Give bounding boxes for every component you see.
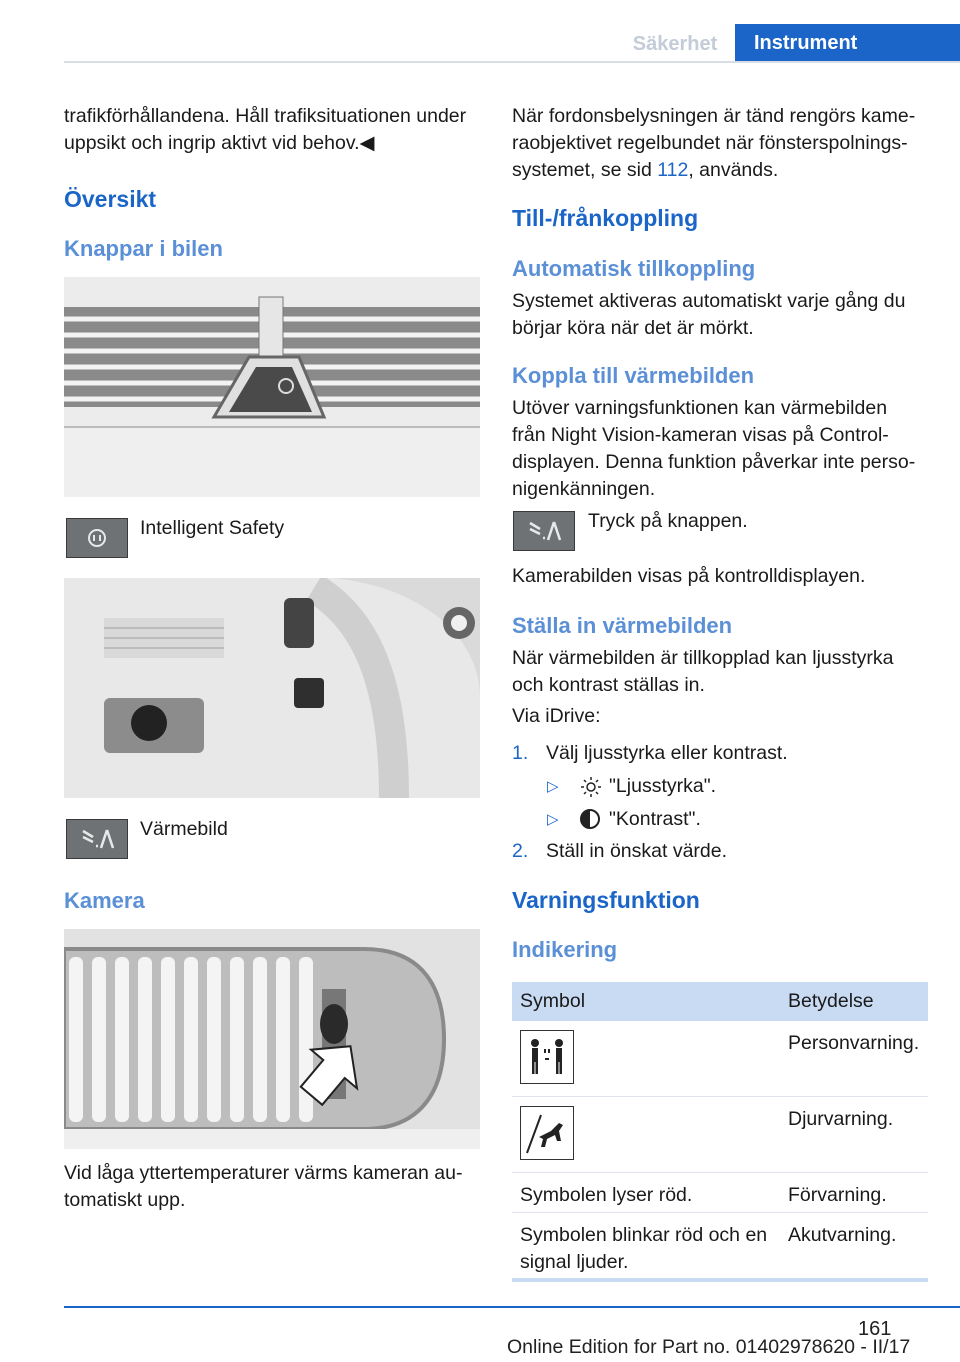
photo-grille-camera bbox=[64, 929, 480, 1149]
heading-camera: Kamera bbox=[64, 888, 145, 913]
heading-automatic-activation: Automatisk tillkoppling bbox=[512, 256, 756, 281]
intelligent-safety-icon bbox=[66, 518, 128, 558]
table-row4-symbol-line1: Symbolen blinkar röd och en bbox=[520, 1224, 768, 1246]
intro-text-line1: trafikförhållandena. Håll trafiksituationen under bbox=[64, 105, 467, 127]
bullet-triangle-icon: ▷ bbox=[547, 811, 559, 828]
header-section-tab[interactable]: Säkerhet bbox=[632, 33, 718, 55]
lens-clean-text-line1: När fordonsbelysningen är tänd rengörs kame‐ bbox=[512, 105, 916, 127]
bullet-triangle-icon: ▷ bbox=[547, 778, 559, 795]
table-row-divider bbox=[512, 1096, 928, 1097]
animal-warning-icon bbox=[520, 1106, 574, 1160]
sub-contrast-text: "Kontrast". bbox=[609, 808, 701, 830]
table-row1-meaning: Personvarning. bbox=[788, 1032, 920, 1054]
connect-text-line4: nigenkänningen. bbox=[512, 478, 656, 500]
header-divider bbox=[64, 61, 960, 63]
step1-text: Välj ljusstyrka eller kontrast. bbox=[546, 742, 788, 764]
press-button-text: Tryck på knappen. bbox=[588, 510, 748, 532]
connect-text-line3: displayen. Denna funktion påverkar inte perso‐ bbox=[512, 451, 916, 473]
heading-on-off: Till-/frånkoppling bbox=[512, 205, 699, 231]
header-chapter-tab[interactable]: Instrument bbox=[735, 24, 960, 63]
connect-text-line1: Utöver varningsfunktionen kan värmebilden bbox=[512, 397, 888, 419]
brightness-icon bbox=[580, 776, 602, 803]
caption-intelligent-safety: Intelligent Safety bbox=[140, 517, 285, 539]
heading-connect-thermal: Koppla till värmebilden bbox=[512, 363, 755, 388]
person-warning-icon bbox=[520, 1030, 574, 1084]
step2-number: 2. bbox=[512, 840, 529, 862]
thermal-button-icon bbox=[513, 511, 575, 551]
auto-text-line1: Systemet aktiveras automatiskt varje gång du bbox=[512, 290, 906, 312]
via-idrive-text: Via iDrive: bbox=[512, 705, 601, 727]
adjust-text-line2: och kontrast ställas in. bbox=[512, 674, 705, 696]
lens-clean-text-post: , används. bbox=[688, 159, 779, 181]
table-bottom-rule bbox=[512, 1278, 928, 1282]
table-row2-meaning: Djurvarning. bbox=[788, 1108, 894, 1130]
footer-edition: Online Edition for Part no. 01402978620 - II/17 bbox=[507, 1336, 911, 1358]
camera-image-shown-text: Kamerabilden visas på kontrolldisplayen. bbox=[512, 565, 866, 587]
heading-adjust-thermal: Ställa in värmebilden bbox=[512, 613, 733, 638]
table-header-symbol: Symbol bbox=[520, 990, 586, 1012]
table-row-divider bbox=[512, 1212, 928, 1213]
caption-thermal-image: Värmebild bbox=[140, 818, 228, 840]
step2-text: Ställ in önskat värde. bbox=[546, 840, 728, 862]
page-link-112[interactable]: 112 bbox=[657, 159, 689, 181]
table-row-divider bbox=[512, 1172, 928, 1173]
heading-buttons-in-car: Knappar i bilen bbox=[64, 236, 223, 261]
heading-overview: Översikt bbox=[64, 186, 157, 212]
camera-text-line2: tomatiskt upp. bbox=[64, 1189, 186, 1211]
photo-dashboard-thermal-button bbox=[64, 578, 480, 798]
footer-divider bbox=[64, 1306, 960, 1308]
lens-clean-text-line3 bbox=[512, 157, 778, 184]
table-row3-meaning: Förvarning. bbox=[788, 1184, 887, 1206]
table-row4-symbol-line2: signal ljuder. bbox=[520, 1251, 629, 1273]
table-header-meaning: Betydelse bbox=[788, 990, 874, 1012]
contrast-icon bbox=[579, 808, 601, 835]
thermal-image-icon bbox=[66, 819, 128, 859]
connect-text-line2: från Night Vision-kameran visas på Control- bbox=[512, 424, 889, 446]
lens-clean-text-line2: raobjektivet regelbundet när fönsterspolnings‐ bbox=[512, 132, 908, 154]
sub-brightness-text: "Ljusstyrka". bbox=[609, 775, 717, 797]
table-row4-meaning: Akutvarning. bbox=[788, 1224, 897, 1246]
heading-warning-function: Varningsfunktion bbox=[512, 887, 700, 913]
auto-text-line2: börjar köra när det är mörkt. bbox=[512, 317, 754, 339]
camera-text-line1: Vid låga yttertemperaturer värms kameran au‐ bbox=[64, 1162, 463, 1184]
photo-vent-safety-button bbox=[64, 277, 480, 497]
lens-clean-text-pre: systemet, se sid bbox=[512, 159, 658, 181]
table-row3-symbol: Symbolen lyser röd. bbox=[520, 1184, 693, 1206]
intro-text-line2: uppsikt och ingrip aktivt vid behov.◀ bbox=[64, 132, 375, 154]
step1-number: 1. bbox=[512, 742, 529, 764]
adjust-text-line1: När värmebilden är tillkopplad kan ljusstyrka bbox=[512, 647, 894, 669]
page-number: 161 bbox=[858, 1318, 892, 1340]
heading-indication: Indikering bbox=[512, 937, 618, 962]
